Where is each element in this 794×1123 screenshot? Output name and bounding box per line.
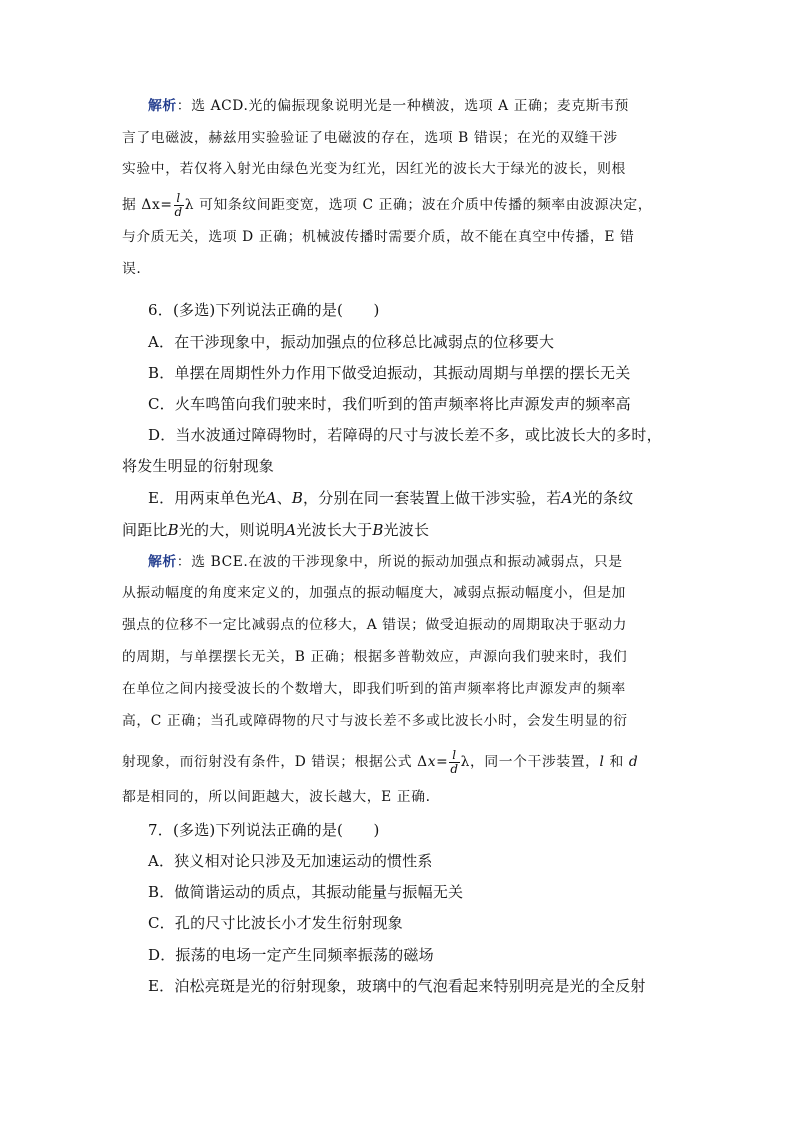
option-d: D．振荡的电场一定产生同频率振荡的磁场: [148, 946, 434, 964]
option-b: B．做简谐运动的质点，其振动能量与振幅无关: [148, 883, 464, 901]
explanation-5-line-4: 据 Δx= $\frac{l}{d}$ λ 可知条纹间距变宽，选项 C 正确；波在介质中传播的频率由波源决定，: [122, 191, 653, 219]
explanation-6-line-6: 高，C 正确；当孔或障碍物的尺寸与波长差不多或比波长小时，会发生明显的衍: [122, 713, 628, 729]
explanation-label: 解析: [148, 554, 177, 570]
option-a: A．在干涉现象中，振动加强点的位移总比减弱点的位移要大: [148, 333, 555, 351]
option-c: C．孔的尺寸比波长小才发生衍射现象: [148, 914, 403, 932]
explanation-5-line-3: 实验中，若仅将入射光由绿色光变为红光，因红光的波长大于绿光的波长，则根: [122, 161, 626, 177]
explanation-6-line-5: 在单位之间内接受波长的个数增大，即我们听到的笛声频率将比声源发声的频率: [122, 681, 626, 697]
explanation-label: 解析: [148, 98, 177, 114]
option-c: C．火车鸣笛向我们驶来时，我们听到的笛声频率将比声源发声的频率高: [148, 395, 631, 413]
option-d-continued: 将发生明显的衍射现象: [122, 457, 275, 475]
option-b: B．单摆在周期性外力作用下做受迫振动，其振动周期与单摆的摆长无关: [148, 364, 631, 382]
option-e: E．泊松亮斑是光的衍射现象，玻璃中的气泡看起来特别明亮是光的全反射: [148, 977, 646, 995]
option-d: D．当水波通过障碍物时，若障碍的尺寸与波长差不多，或比波长大的多时，: [148, 426, 662, 444]
explanation-5-line-5: 与介质无关，选项 D 正确；机械波传播时需要介质，故不能在真空中传播，E 错: [122, 229, 635, 245]
question-7-stem: 7．(多选)下列说法正确的是( ): [148, 821, 380, 839]
option-a: A．狭义相对论只涉及无加速运动的惯性系: [148, 852, 433, 870]
explanation-6-line-3: 强点的位移不一定比减弱点的位移大，A 错误；做受迫振动的周期取决于驱动力: [122, 617, 628, 633]
option-e: E．用两束单色光A、B，分别在同一套装置上做干涉实验，若A光的条纹: [148, 489, 634, 507]
explanation-5-line-6: 误.: [122, 261, 142, 277]
fraction-l-over-d: $\frac{l}{d}$: [450, 748, 459, 776]
fraction-l-over-d: $\frac{l}{d}$: [174, 191, 183, 219]
explanation-6-line-1: 解析：选 BCE.在波的干涉现象中，所说的振动加强点和振动减弱点，只是: [148, 554, 623, 570]
explanation-6-line-7: 射现象，而衍射没有条件，D 错误；根据公式 Δx= $\frac{l}{d}$ λ，同一个干涉装置，l 和 d: [122, 748, 639, 776]
option-e-continued: 间距比B光的大，则说明A光波长大于B光波长: [122, 521, 430, 539]
explanation-6-line-8: 都是相同的，所以间距越大，波长越大，E 正确.: [122, 789, 431, 805]
explanation-5-line-2: 言了电磁波，赫兹用实验验证了电磁波的存在，选项 B 错误；在光的双缝干涉: [122, 130, 618, 146]
explanation-6-line-4: 的周期，与单摆摆长无关，B 正确；根据多普勒效应，声源向我们驶来时，我们: [122, 649, 628, 665]
explanation-6-line-2: 从振动幅度的角度来定义的，加强点的振动幅度大，减弱点振动幅度小，但是加: [122, 585, 626, 601]
question-6-stem: 6．(多选)下列说法正确的是( ): [148, 301, 380, 319]
explanation-5-line-1: 解析：选 ACD.光的偏振现象说明光是一种横波，选项 A 正确；麦克斯韦预: [148, 98, 629, 114]
